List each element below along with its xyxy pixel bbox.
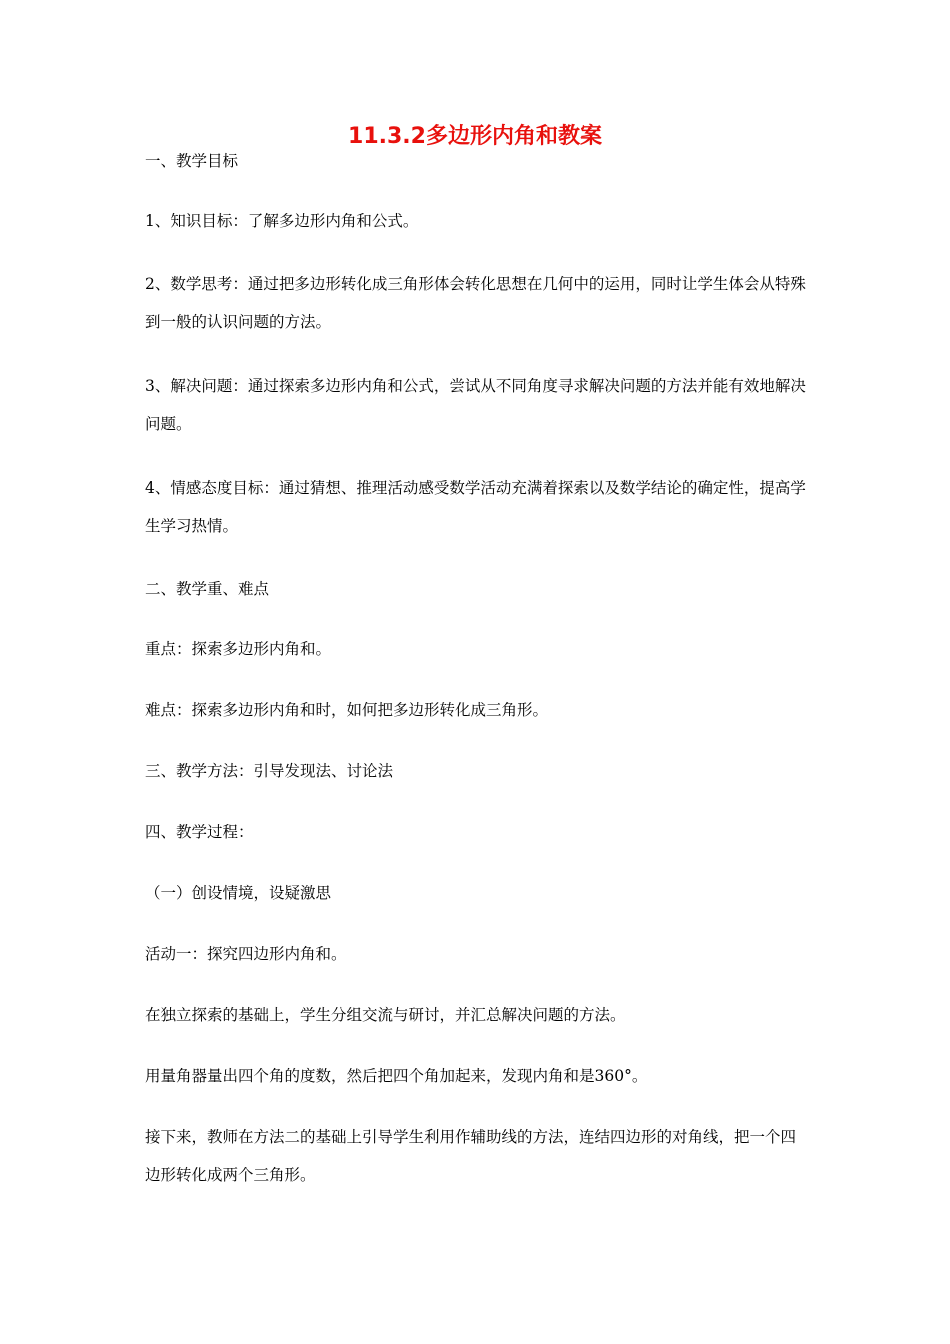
paragraph-diagonal-method: 接下来，教师在方法二的基础上引导学生利用作辅助线的方法，连结四边形的对角线，把一个四边形转化成两个三角形。 xyxy=(145,1128,797,1184)
document-title: 11.3.2多边形内角和教案 xyxy=(348,124,602,149)
paragraph-activity-one: 活动一：探究四边形内角和。 xyxy=(145,945,347,963)
subsection-heading-situation: （一）创设情境，设疑激思 xyxy=(145,884,332,902)
paragraph-problem-solving: 3、解决问题：通过探索多边形内角和公式，尝试从不同角度寻求解决问题的方法并能有效地解决问题。 xyxy=(145,377,806,433)
paragraph-key-point: 重点：探索多边形内角和。 xyxy=(145,640,332,658)
section-heading-methods: 三、教学方法：引导发现法、讨论法 xyxy=(145,762,394,780)
section-heading-key-points: 二、教学重、难点 xyxy=(145,580,270,598)
paragraph-math-thinking: 2、数学思考：通过把多边形转化成三角形体会转化思想在几何中的运用，同时让学生体会从特殊到一般的认识问题的方法。 xyxy=(145,275,806,331)
paragraph-emotion-attitude: 4、情感态度目标：通过猜想、推理活动感受数学活动充满着探索以及数学结论的确定性，提高学生学习热情。 xyxy=(145,479,806,535)
section-heading-process: 四、教学过程： xyxy=(145,823,254,841)
section-heading-objectives: 一、教学目标 xyxy=(145,152,239,170)
paragraph-difficult-point: 难点：探索多边形内角和时，如何把多边形转化成三角形。 xyxy=(145,701,549,719)
paragraph-group-discussion: 在独立探索的基础上，学生分组交流与研讨，并汇总解决问题的方法。 xyxy=(145,1006,626,1024)
paragraph-knowledge-objective: 1、知识目标：了解多边形内角和公式。 xyxy=(145,212,419,230)
paragraph-protractor-method: 用量角器量出四个角的度数，然后把四个角加起来，发现内角和是360°。 xyxy=(145,1067,648,1085)
